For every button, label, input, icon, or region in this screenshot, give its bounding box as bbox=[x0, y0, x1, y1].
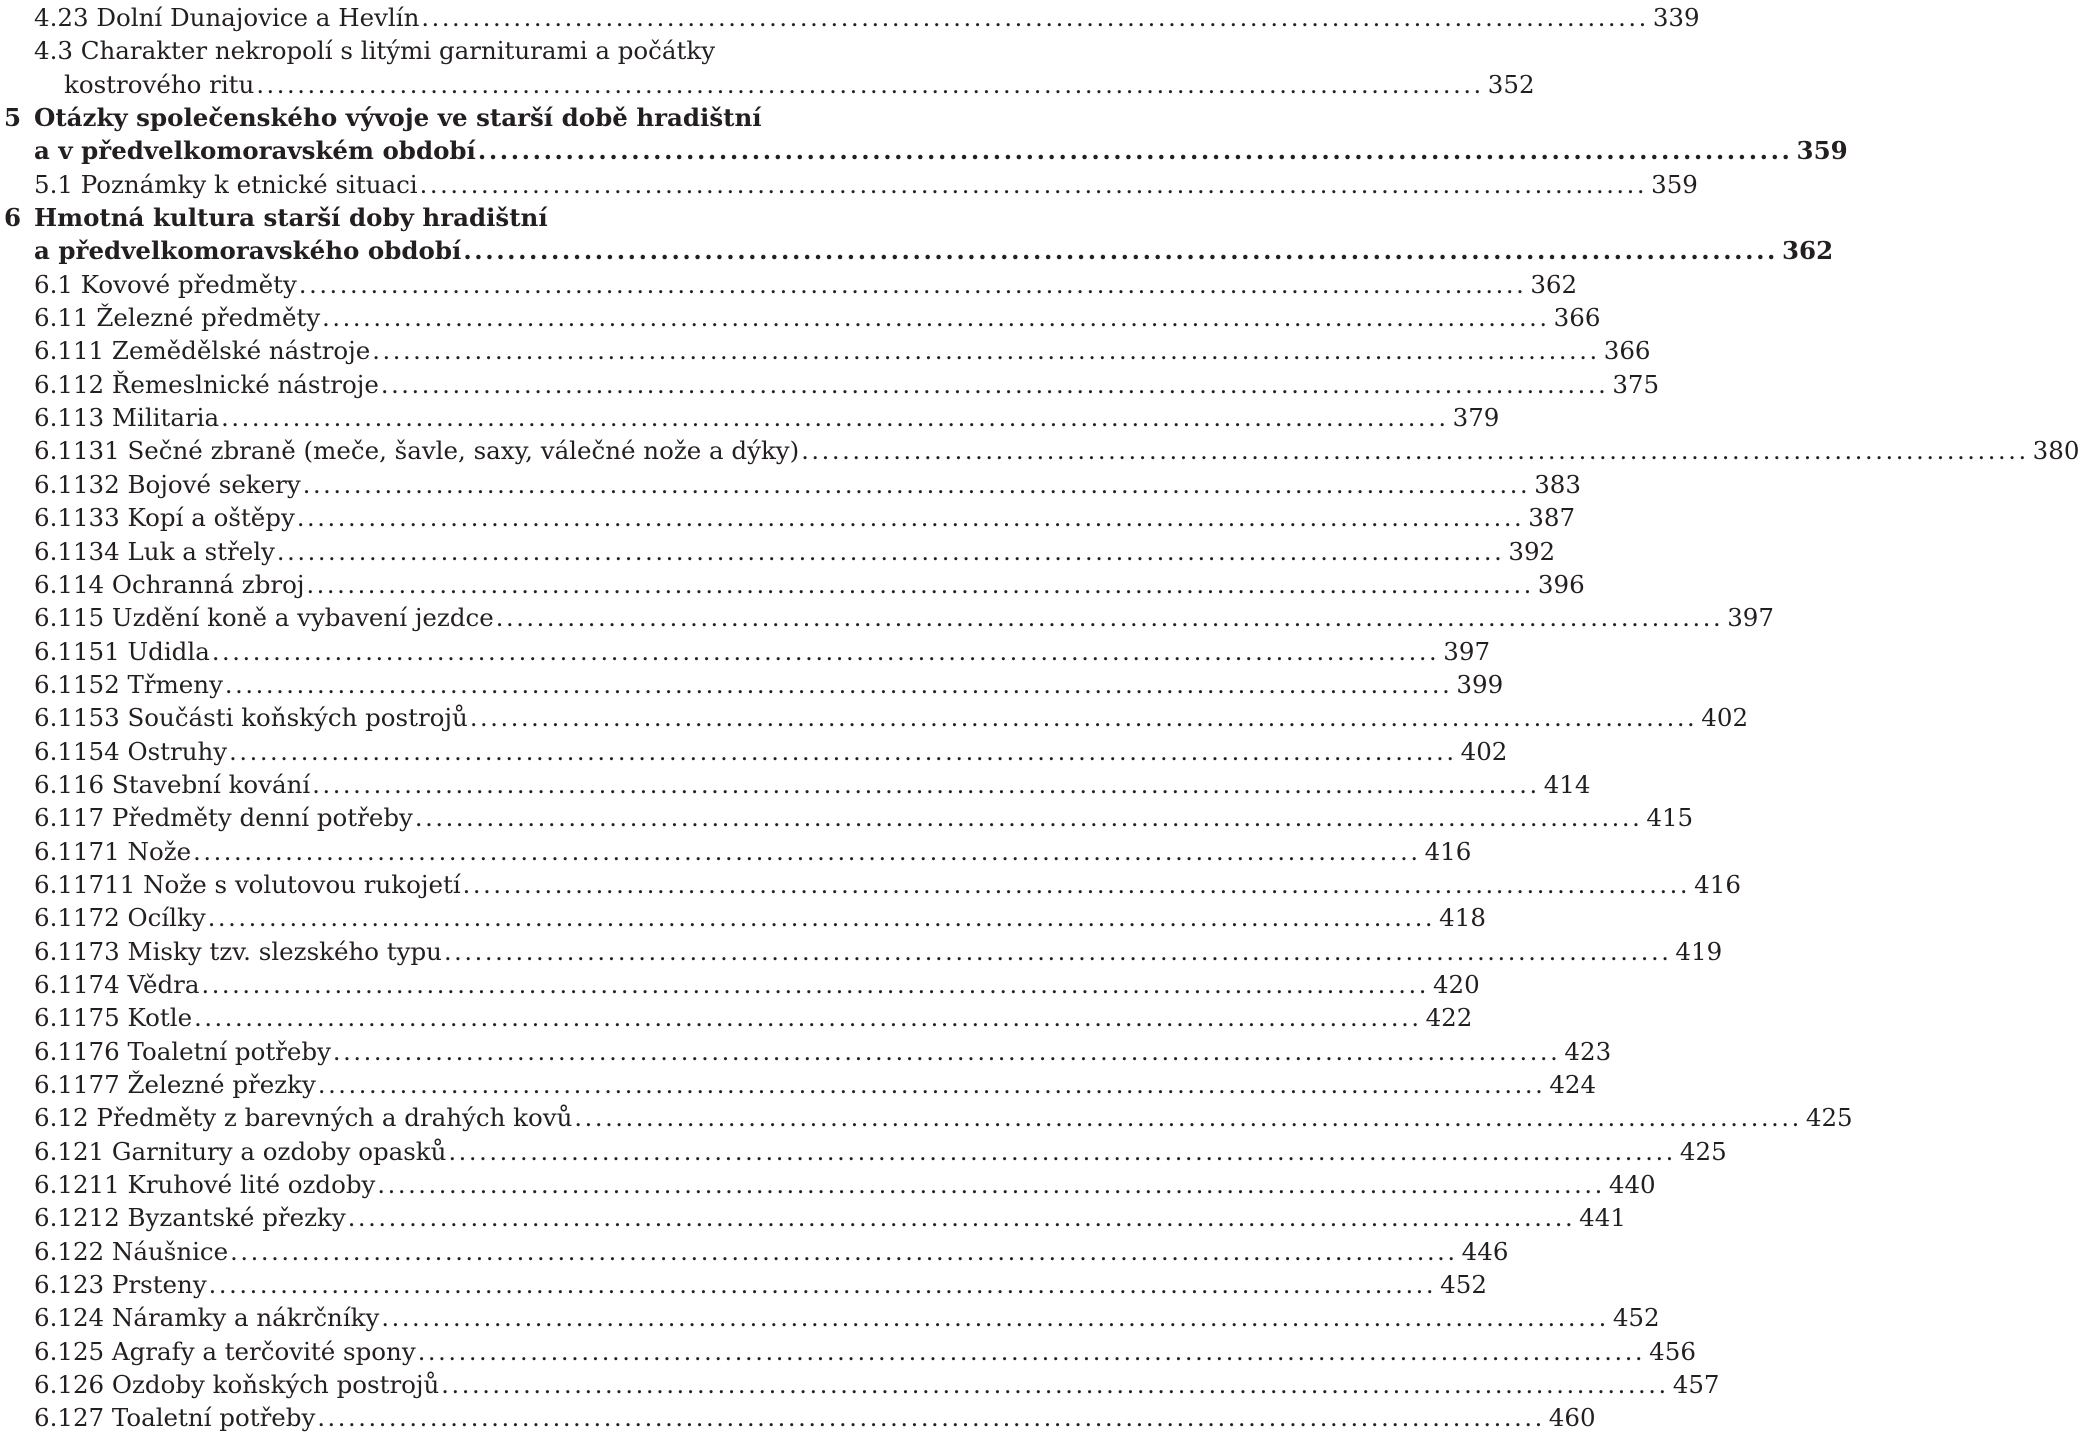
toc-entry-page: 446 bbox=[1461, 1236, 1509, 1266]
toc-entry-title: 6.1211 Kruhové lité ozdoby bbox=[34, 1170, 376, 1200]
dot-leader: ........................................................................................................................ bbox=[230, 1237, 1458, 1266]
dot-leader: ........................................................................................................................ bbox=[208, 1271, 1437, 1300]
dot-leader: ........................................................................................................................ bbox=[801, 437, 2029, 466]
dot-leader: ........................................................................................................................ bbox=[302, 470, 1531, 499]
dot-leader: ........................................................................................................................ bbox=[211, 637, 1440, 666]
dot-leader: ........................................................................................................................ bbox=[221, 404, 1449, 433]
toc-entry-title: 5.1 Poznámky k etnické situaci bbox=[34, 169, 418, 199]
toc-entry-page: 418 bbox=[1439, 903, 1486, 933]
toc-chapter bbox=[0, 201, 960, 234]
dot-leader: ........................................................................................................................ bbox=[317, 1404, 1545, 1433]
toc-entry-page: 452 bbox=[1440, 1270, 1487, 1300]
toc-entry-title: 6.1174 Vědra bbox=[34, 969, 200, 999]
toc-entry bbox=[0, 1001, 1473, 1034]
toc-entry bbox=[0, 568, 1585, 601]
toc-entry bbox=[0, 535, 1556, 568]
toc-entry-page: 362 bbox=[1781, 236, 1834, 266]
dot-leader: ........................................................................................................................ bbox=[207, 904, 1436, 933]
toc-entry-title: a předvelkomoravského období bbox=[34, 236, 462, 266]
toc-entry-page: 425 bbox=[1679, 1136, 1727, 1166]
toc-entry-title: a v předvelkomoravském období bbox=[34, 136, 476, 166]
toc-entry-page: 441 bbox=[1579, 1203, 1626, 1233]
chapter-number: 6 bbox=[4, 203, 22, 233]
toc-entry bbox=[0, 1201, 1626, 1234]
toc-entry-title: 6.1212 Byzantské přezky bbox=[34, 1203, 346, 1233]
dot-leader: ........................................................................................................................ bbox=[381, 1304, 1609, 1333]
toc-entry-page: 399 bbox=[1456, 669, 1504, 699]
toc-entry-title: 6.1151 Udidla bbox=[34, 636, 210, 666]
toc-entry-title: 6.126 Ozdoby koňských postrojů bbox=[34, 1370, 440, 1400]
toc-entry-page: 419 bbox=[1675, 936, 1723, 966]
toc-entry-page: 440 bbox=[1608, 1170, 1656, 1200]
toc-entry bbox=[0, 1301, 1660, 1334]
toc-entry bbox=[0, 868, 1741, 901]
dot-leader: ........................................................................................................................ bbox=[441, 1371, 1669, 1400]
toc-entry-page: 366 bbox=[1553, 303, 1601, 333]
chapter-title: Otázky společenského vývoje ve starší době hradištní bbox=[34, 103, 762, 133]
dot-leader: ........................................................................................................................ bbox=[419, 170, 1648, 199]
toc-entry-title: 6.121 Garnitury a ozdoby opasků bbox=[34, 1136, 447, 1166]
dot-leader: ........................................................................................................................ bbox=[421, 4, 1649, 32]
toc-entry-title: 6.11 Železné předměty bbox=[34, 303, 321, 333]
toc-entry bbox=[0, 801, 1694, 834]
toc-entry-page: 456 bbox=[1649, 1336, 1696, 1366]
table-of-contents bbox=[0, 1, 2079, 1435]
toc-entry bbox=[0, 68, 1535, 101]
toc-entry-title: 6.1154 Ostruhy bbox=[34, 736, 228, 766]
toc-entry-title: 6.1 Kovové předměty bbox=[34, 269, 297, 299]
toc-entry-title: 6.112 Řemeslnické nástroje bbox=[34, 369, 379, 399]
toc-entry-title: 6.1177 Železné přezky bbox=[34, 1070, 316, 1099]
toc-entry bbox=[0, 1235, 1509, 1268]
toc-chapter-continuation bbox=[0, 234, 1834, 267]
toc-entry bbox=[0, 1335, 1696, 1368]
toc-entry-page: 460 bbox=[1548, 1403, 1596, 1433]
toc-entry-page: 424 bbox=[1549, 1070, 1597, 1099]
dot-leader: ........................................................................................................................ bbox=[296, 504, 1525, 533]
toc-entry-title: 6.122 Náušnice bbox=[34, 1236, 229, 1266]
toc-entry bbox=[0, 301, 1601, 334]
toc-entry bbox=[0, 368, 1660, 401]
toc-entry bbox=[0, 501, 1576, 534]
toc-entry-page: 452 bbox=[1612, 1303, 1660, 1333]
toc-entry bbox=[0, 1, 1700, 34]
toc-entry bbox=[0, 434, 2079, 467]
dot-leader: ........................................................................................................................ bbox=[224, 670, 1453, 699]
toc-entry-title: 6.1171 Nože bbox=[34, 836, 192, 866]
toc-entry-page: 366 bbox=[1603, 336, 1651, 366]
toc-entry-title bbox=[4, 101, 762, 134]
toc-entry-title: 6.11711 Nože s volutovou rukojetí bbox=[34, 869, 461, 899]
toc-entry bbox=[0, 768, 1591, 801]
dot-leader: ........................................................................................................................ bbox=[201, 970, 1429, 999]
toc-entry bbox=[0, 601, 1774, 634]
toc-chapter bbox=[0, 101, 960, 134]
toc-entry bbox=[0, 1068, 1597, 1101]
toc-entry bbox=[0, 468, 1581, 501]
toc-entry bbox=[0, 901, 1486, 934]
toc-entry bbox=[0, 334, 1651, 367]
toc-entry-title: 6.114 Ochranná zbroj bbox=[34, 569, 305, 599]
toc-entry-title: 6.115 Uzdění koně a vybavení jezdce bbox=[34, 603, 494, 633]
toc-entry bbox=[0, 1035, 1612, 1068]
toc-entry-title: 6.1173 Misky tzv. slezského typu bbox=[34, 936, 442, 966]
toc-entry-page: 383 bbox=[1534, 469, 1581, 499]
toc-entry-page: 396 bbox=[1537, 569, 1585, 599]
toc-entry-page: 416 bbox=[1694, 869, 1741, 899]
dot-leader: ........................................................................................................................ bbox=[417, 1337, 1646, 1366]
toc-entry-title bbox=[4, 201, 548, 234]
dot-leader: ........................................................................................................................ bbox=[495, 604, 1724, 633]
dot-leader: ........................................................................................................................ bbox=[443, 937, 1672, 966]
toc-entry-page: 422 bbox=[1425, 1003, 1473, 1033]
toc-entry-title: 6.1132 Bojové sekery bbox=[34, 469, 301, 499]
toc-entry-title: 6.113 Militaria bbox=[34, 403, 220, 433]
toc-entry-title: 6.123 Prsteny bbox=[34, 1270, 207, 1300]
toc-entry bbox=[0, 935, 1723, 968]
dot-leader: ........................................................................................................................ bbox=[322, 304, 1550, 333]
dot-leader: ........................................................................................................................ bbox=[574, 1104, 1802, 1133]
dot-leader: ........................................................................................................................ bbox=[256, 70, 1484, 99]
toc-entry-title: 6.116 Stavební kování bbox=[34, 769, 311, 799]
dot-leader: ........................................................................................................................ bbox=[462, 870, 1691, 899]
dot-leader: ........................................................................................................................ bbox=[229, 737, 1457, 766]
toc-entry-page: 402 bbox=[1460, 736, 1508, 766]
dot-leader: ........................................................................................................................ bbox=[276, 537, 1505, 566]
dot-leader: ........................................................................................................................ bbox=[312, 770, 1540, 799]
toc-entry bbox=[0, 401, 1500, 434]
toc-entry-title: 6.1176 Toaletní potřeby bbox=[34, 1036, 331, 1066]
dot-leader: ........................................................................................................................ bbox=[317, 1071, 1546, 1099]
toc-entry-title: 6.1134 Luk a střely bbox=[34, 536, 275, 566]
toc-entry-page: 425 bbox=[1805, 1103, 1853, 1133]
toc-entry-title: kostrového ritu bbox=[64, 69, 255, 99]
dot-leader: ........................................................................................................................ bbox=[372, 337, 1600, 366]
dot-leader: ........................................................................................................................ bbox=[377, 1171, 1605, 1200]
toc-entry-title: 6.1153 Součásti koňských postrojů bbox=[34, 703, 468, 733]
toc-entry bbox=[0, 968, 1480, 1001]
toc-entry-page: 339 bbox=[1652, 3, 1700, 32]
toc-entry-page: 359 bbox=[1651, 169, 1698, 199]
toc-entry-page: 352 bbox=[1487, 69, 1535, 99]
toc-entry-page: 375 bbox=[1612, 369, 1660, 399]
dot-leader: ........................................................................................................................ bbox=[194, 1004, 1422, 1033]
chapter-title: Hmotná kultura starší doby hradištní bbox=[34, 203, 548, 233]
toc-entry bbox=[0, 1101, 1853, 1134]
dot-leader: ........................................................................................................................ bbox=[477, 136, 1793, 166]
toc-entry-title: 6.125 Agrafy a terčovité spony bbox=[34, 1336, 416, 1366]
dot-leader: ........................................................................................................................ bbox=[414, 804, 1643, 833]
toc-entry bbox=[0, 168, 1698, 201]
dot-leader: ........................................................................................................................ bbox=[469, 704, 1698, 733]
toc-entry-title: 6.1152 Třmeny bbox=[34, 669, 223, 699]
toc-entry-title: 6.1172 Ocílky bbox=[34, 903, 206, 933]
dot-leader: ........................................................................................................................ bbox=[306, 570, 1534, 599]
toc-entry-title: 6.111 Zemědělské nástroje bbox=[34, 336, 371, 366]
dot-leader: ........................................................................................................................ bbox=[448, 1137, 1676, 1166]
toc-entry-page: 423 bbox=[1564, 1036, 1612, 1066]
toc-entry-title: 6.127 Toaletní potřeby bbox=[34, 1403, 316, 1433]
toc-entry-page: 420 bbox=[1432, 969, 1480, 999]
toc-entry-page: 397 bbox=[1727, 603, 1774, 633]
dot-leader: ........................................................................................................................ bbox=[347, 1204, 1576, 1233]
toc-entry-page: 397 bbox=[1443, 636, 1491, 666]
toc-entry bbox=[0, 701, 1749, 734]
toc-entry-page: 379 bbox=[1452, 403, 1500, 433]
toc-entry bbox=[0, 34, 960, 67]
dot-leader: ........................................................................................................................ bbox=[380, 370, 1609, 399]
toc-chapter-continuation bbox=[0, 134, 1848, 167]
toc-entry-title: 6.1175 Kotle bbox=[34, 1003, 193, 1033]
toc-entry-page: 392 bbox=[1508, 536, 1556, 566]
toc-entry-page: 416 bbox=[1424, 836, 1472, 866]
toc-entry bbox=[0, 1368, 1720, 1401]
toc-entry-title: 6.12 Předměty z barevných a drahých kovů bbox=[34, 1103, 573, 1133]
toc-entry-page: 414 bbox=[1543, 769, 1591, 799]
toc-entry bbox=[0, 1168, 1656, 1201]
toc-entry-page: 380 bbox=[2032, 436, 2079, 466]
toc-entry bbox=[0, 268, 1578, 301]
toc-entry-page: 415 bbox=[1646, 803, 1694, 833]
toc-entry-page: 362 bbox=[1530, 269, 1578, 299]
chapter-number: 5 bbox=[4, 103, 22, 133]
toc-entry-page: 402 bbox=[1701, 703, 1749, 733]
dot-leader: ........................................................................................................................ bbox=[332, 1037, 1561, 1066]
toc-entry bbox=[0, 835, 1472, 868]
toc-entry bbox=[0, 668, 1504, 701]
toc-entry bbox=[0, 1135, 1727, 1168]
toc-entry-title: 6.117 Předměty denní potřeby bbox=[34, 803, 413, 833]
dot-leader: ........................................................................................................................ bbox=[298, 270, 1527, 299]
toc-entry bbox=[0, 1401, 1596, 1434]
toc-entry-title: 4.3 Charakter nekropolí s litými garniturami a počátky bbox=[34, 36, 716, 66]
toc-entry-page: 457 bbox=[1672, 1370, 1720, 1400]
toc-entry-page: 387 bbox=[1528, 503, 1576, 533]
toc-entry-page: 359 bbox=[1796, 136, 1848, 166]
toc-entry-title: 6.124 Náramky a nákrčníky bbox=[34, 1303, 380, 1333]
toc-entry bbox=[0, 735, 1508, 768]
dot-leader: ........................................................................................................................ bbox=[463, 236, 1778, 266]
toc-entry-title: 6.1131 Sečné zbraně (meče, šavle, saxy, válečné nože a dýky) bbox=[34, 436, 800, 466]
dot-leader: ........................................................................................................................ bbox=[193, 837, 1421, 866]
toc-entry-title: 4.23 Dolní Dunajovice a Hevlín bbox=[34, 3, 420, 32]
toc-entry-title: 6.1133 Kopí a oštěpy bbox=[34, 503, 295, 533]
toc-entry bbox=[0, 1268, 1487, 1301]
toc-entry bbox=[0, 635, 1491, 668]
